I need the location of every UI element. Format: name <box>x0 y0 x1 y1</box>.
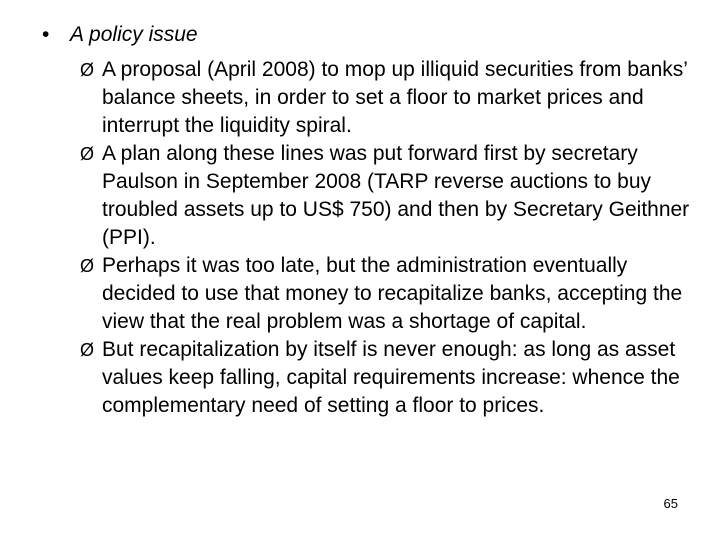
sub-bullet-text: A plan along these lines was put forward first by secretary Paulson in September 2008 (TARP reverse auctions to buy troubled assets up to US$ 750) and then by Secretary Geithner (PPI). <box>102 142 690 249</box>
sub-bullet-item <box>80 336 690 420</box>
page-number: 65 <box>663 496 678 511</box>
arrow-bullet-icon: Ø <box>80 340 95 360</box>
sub-bullet-item <box>80 140 690 252</box>
arrow-bullet-icon: Ø <box>80 256 95 276</box>
sub-bullet-item <box>80 252 690 336</box>
level1-bullet-item <box>42 21 198 49</box>
sub-bullet-list <box>80 56 690 420</box>
arrow-bullet-icon: Ø <box>80 60 95 80</box>
bullet-icon: • <box>42 23 50 46</box>
arrow-bullet-icon: Ø <box>80 144 95 164</box>
sub-bullet-text: A proposal (April 2008) to mop up illiquid securities from banks’ balance sheets, in order to set a floor to market prices and interrupt the liquidity spiral. <box>102 58 688 137</box>
level1-bullet-text: A policy issue <box>70 23 198 46</box>
sub-bullet-text: But recapitalization by itself is never enough: as long as asset values keep falling, capital requirements increase: whence the complementary need of setting a floor to prices. <box>102 338 680 417</box>
sub-bullet-item <box>80 56 690 140</box>
sub-bullet-text: Perhaps it was too late, but the administration eventually decided to use that money to recapitalize banks, accepting the view that the real problem was a shortage of capital. <box>102 254 683 333</box>
